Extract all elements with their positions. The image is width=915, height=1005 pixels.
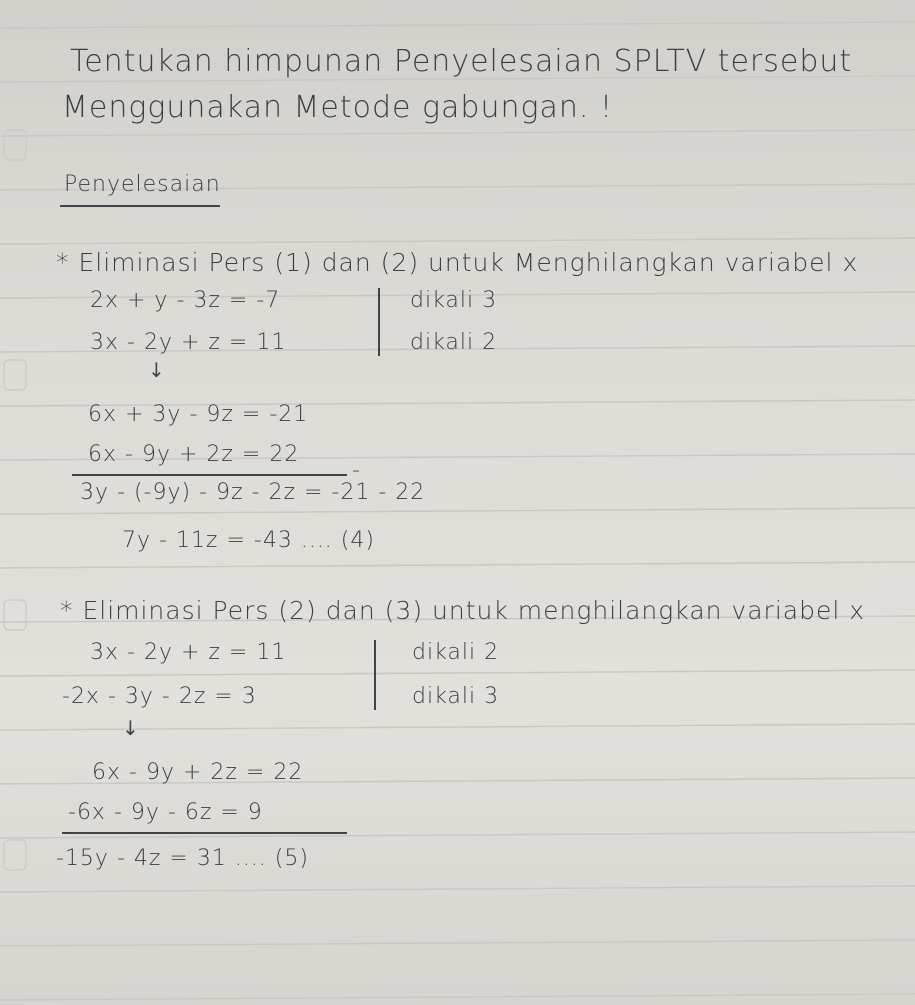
step1-divider: [378, 288, 380, 356]
step1-equation-1: 2x + y - 3z = -7: [90, 288, 281, 313]
step2-multiplier-2: dikali 3: [412, 684, 500, 709]
step1-work-line-2: 6x - 9y + 2z = 22: [88, 442, 300, 467]
step1-down-arrow-icon: ↓: [148, 358, 165, 382]
step1-multiplier-1: dikali 3: [410, 288, 498, 313]
step2-multiplier-1: dikali 2: [412, 640, 500, 665]
step1-operator: -: [352, 458, 361, 483]
step2-subtraction-line: [62, 832, 347, 834]
step1-subtraction-line: [72, 474, 347, 476]
step2-equation-1: 3x - 2y + z = 11: [90, 640, 287, 665]
solution-heading: Penyelesaian: [64, 172, 221, 197]
step1-heading: * Eliminasi Pers (1) dan (2) untuk Menghilangkan variabel x: [56, 248, 859, 277]
step1-result: 7y - 11z = -43 .... (4): [122, 528, 375, 553]
step2-work-line-1: 6x - 9y + 2z = 22: [92, 760, 304, 785]
step2-equation-2: -2x - 3y - 2z = 3: [62, 684, 257, 709]
problem-line-1: Tentukan himpunan Penyelesaian SPLTV tersebut: [70, 44, 853, 79]
step2-work-line-2: -6x - 9y - 6z = 9: [68, 800, 263, 825]
step1-work-line-1: 6x + 3y - 9z = -21: [88, 402, 309, 427]
step1-equation-2: 3x - 2y + z = 11: [90, 330, 287, 355]
step2-result: -15y - 4z = 31 .... (5): [56, 846, 309, 871]
step1-work-line-3: 3y - (-9y) - 9z - 2z = -21 - 22: [80, 480, 426, 505]
step2-heading: * Eliminasi Pers (2) dan (3) untuk menghilangkan variabel x: [60, 596, 866, 625]
heading-underline: [60, 205, 220, 207]
step2-divider: [374, 640, 376, 710]
step1-multiplier-2: dikali 2: [410, 330, 498, 355]
step2-down-arrow-icon: ↓: [122, 716, 139, 740]
problem-line-2: Menggunakan Metode gabungan. !: [62, 90, 614, 125]
